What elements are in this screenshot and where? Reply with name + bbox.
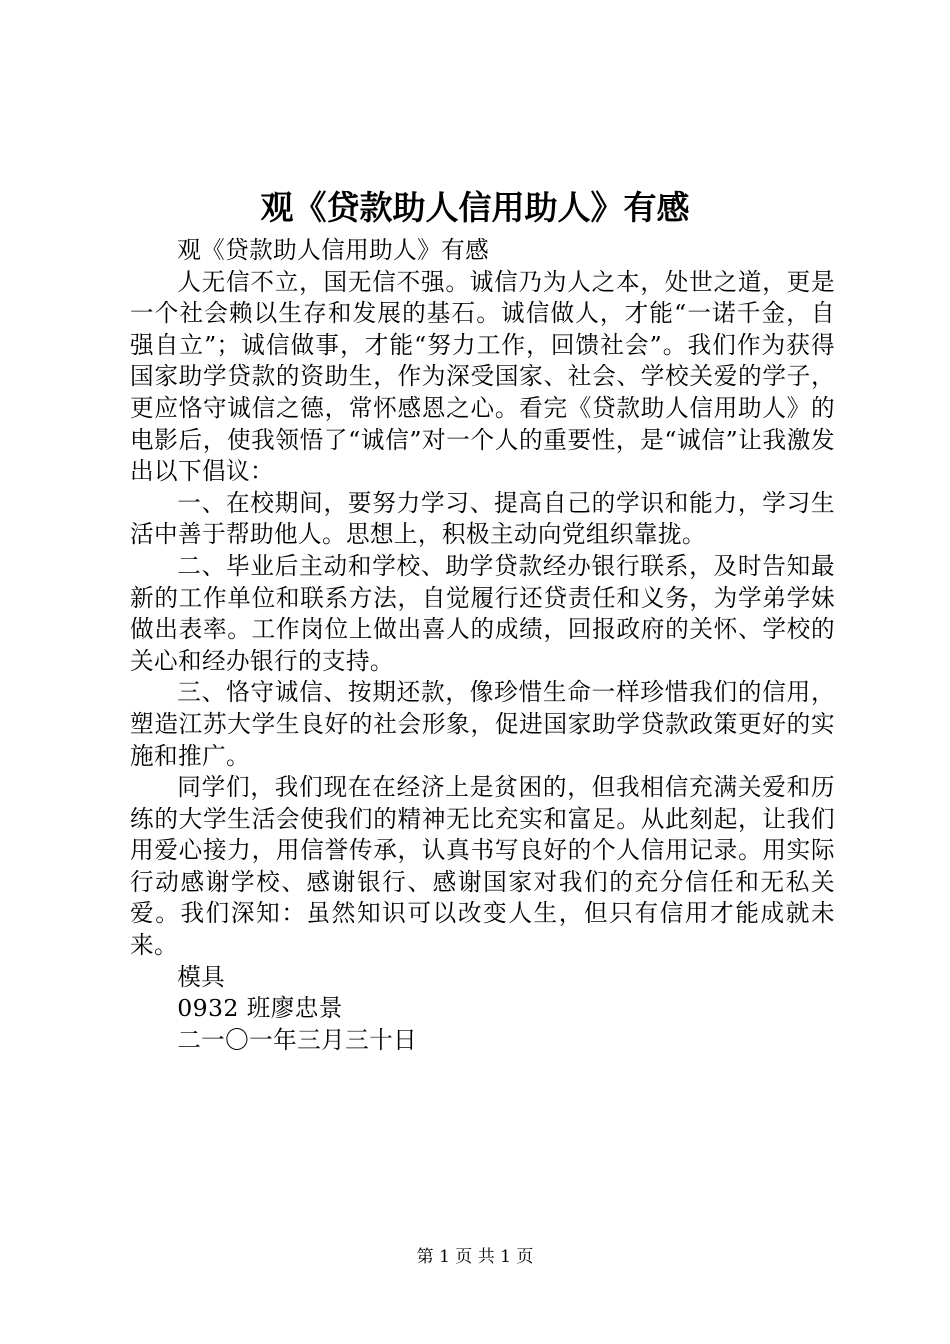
paragraph-item-3: 三、恪守诚信、按期还款，像珍惜生命一样珍惜我们的信用，塑造江苏大学生良好的社会形象，促进国家助学贷款政策更好的实施和推广。 xyxy=(130,678,835,770)
document-body xyxy=(130,235,835,1056)
closing-word: 模具 xyxy=(177,962,226,991)
paragraph-conclusion: 同学们，我们现在在经济上是贫困的，但我相信充满关爱和历练的大学生活会使我们的精神无比充实和富足。从此刻起，让我们用爱心接力，用信誉传承，认真书写良好的个人信用记录。用实际行动感谢学校、感谢银行、感谢国家对我们的充分信任和无私关爱。我们深知：虽然知识可以改变人生，但只有信用才能成就未来。 xyxy=(130,773,835,960)
paragraph-item-1: 一、在校期间，要努力学习、提高自己的学识和能力，学习生活中善于帮助他人。思想上，积极主动向党组织靠拢。 xyxy=(130,488,835,549)
closing-signature: 0932 班廖忠景 xyxy=(177,994,343,1023)
closing-date: 二一〇一年三月三十日 xyxy=(177,1025,418,1054)
paragraph-intro: 人无信不立，国无信不强。诚信乃为人之本，处世之道，更是一个社会赖以生存和发展的基石。诚信做人，才能“一诺千金，自强自立”；诚信做事，才能“努力工作，回馈社会”。我们作为获得国家助学贷款的资助生，作为深受国家、社会、学校关爱的学子，更应恪守诚信之德，常怀感恩之心。看完《贷款助人信用助人》的电影后，使我领悟了“诚信”对一个人的重要性，是“诚信”让我激发出以下倡议： xyxy=(130,267,835,486)
page-footer: 第 1 页 共 1 页 xyxy=(416,1247,534,1267)
document-subtitle: 观《贷款助人信用助人》有感 xyxy=(177,236,490,264)
paragraph-item-2: 二、毕业后主动和学校、助学贷款经办银行联系，及时告知最新的工作单位和联系方法，自觉履行还贷责任和义务，为学弟学妹做出表率。工作岗位上做出喜人的成绩，回报政府的关怀、学校的关心和经办银行的支持。 xyxy=(130,551,835,675)
document-title: 观《贷款助人信用助人》有感 xyxy=(260,188,690,227)
